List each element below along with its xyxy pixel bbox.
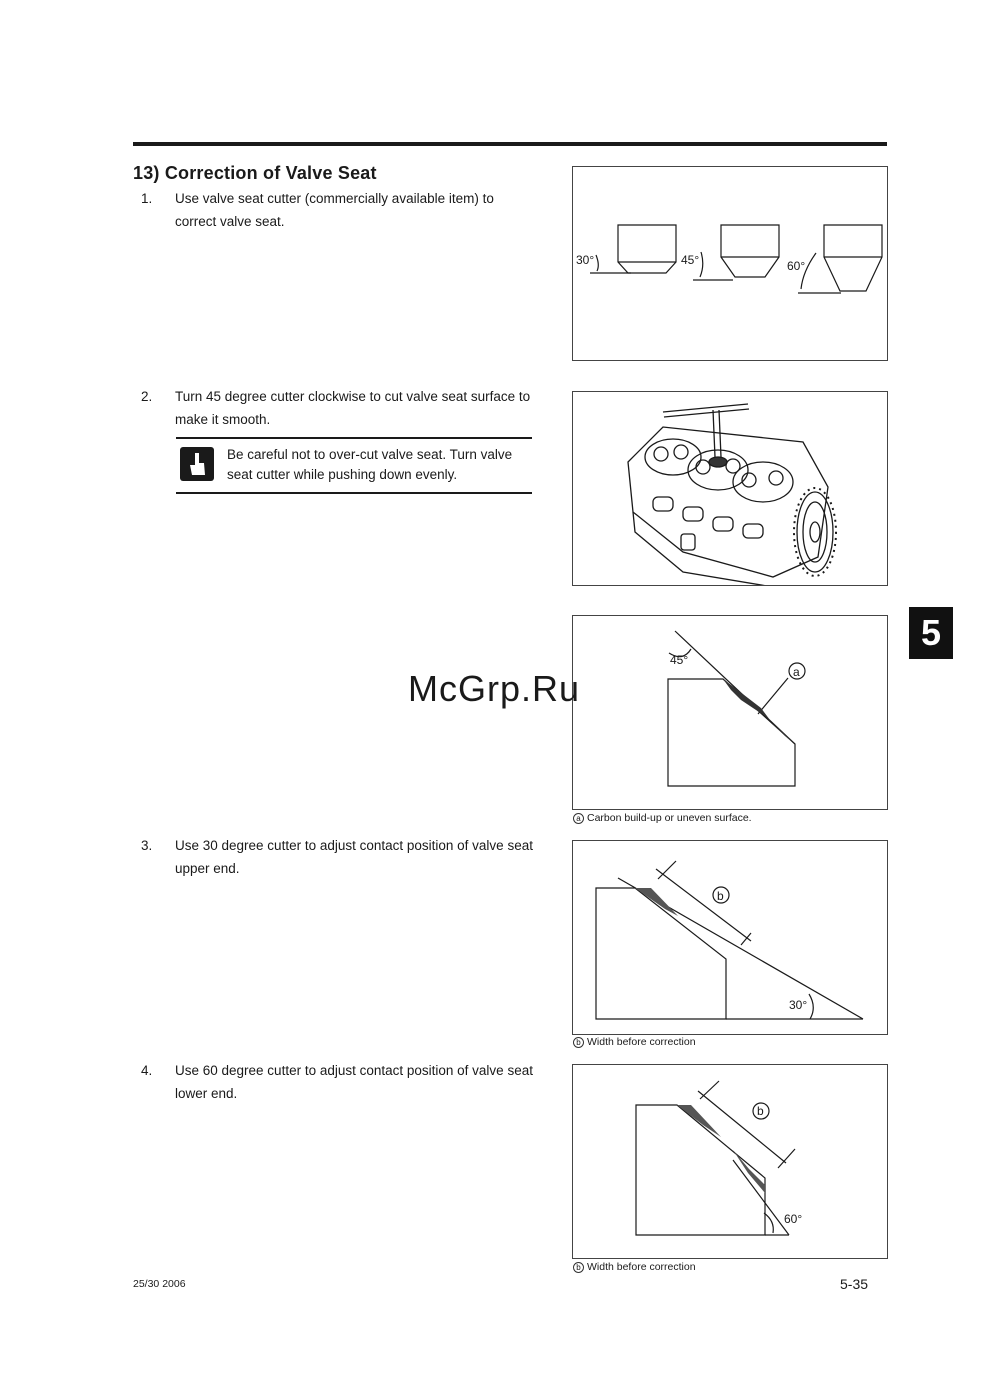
caption-text: Width before correction	[587, 1036, 696, 1048]
caption-text: Width before correction	[587, 1261, 696, 1273]
chapter-tab: 5	[909, 607, 953, 659]
figure-30-degree-cut	[572, 840, 888, 1035]
step-number: 1.	[141, 191, 153, 206]
figure-cylinder-head	[572, 391, 888, 586]
figure-45-degree-cut	[572, 615, 888, 810]
footer-model-year: 25/30 2006	[133, 1278, 186, 1290]
step-4	[141, 1059, 541, 1109]
angle-label-30: 30°	[576, 253, 595, 267]
step-text: Use 30 degree cutter to adjust contact position of valve seat upper end.	[175, 838, 533, 876]
angle-label: 60°	[784, 1212, 803, 1226]
angle-label-45: 45°	[681, 253, 700, 267]
watermark: McGrp.Ru	[408, 668, 581, 709]
caption-marker: b	[573, 1037, 584, 1048]
figure-caption-b	[573, 1036, 696, 1048]
section-title: 13) Correction of Valve Seat	[133, 163, 377, 183]
figure-caption-a	[573, 812, 752, 824]
caution-top-rule	[176, 437, 532, 439]
step-number: 4.	[141, 1063, 153, 1078]
step-text: Use 60 degree cutter to adjust contact position of valve seat lower end.	[175, 1063, 533, 1101]
step-1	[141, 187, 541, 237]
figure-60-degree-cut	[572, 1064, 888, 1259]
angle-label: 30°	[789, 998, 808, 1012]
figure-caption-b	[573, 1261, 696, 1273]
marker-b: b	[717, 889, 724, 903]
pointing-hand-icon	[180, 447, 214, 481]
caption-text: Carbon build-up or uneven surface.	[587, 812, 752, 824]
caution-bottom-rule	[176, 492, 532, 494]
angle-label: 45°	[670, 653, 689, 667]
caution-text: Be careful not to over-cut valve seat. Turn valve seat cutter while pushing down evenly.	[227, 447, 513, 482]
step-3	[141, 834, 541, 884]
step-2	[141, 385, 541, 435]
figure-cutter-angles	[572, 166, 888, 361]
step-text: Use valve seat cutter (commercially available item) to correct valve seat.	[175, 191, 494, 229]
caption-marker: b	[573, 1262, 584, 1273]
step-number: 3.	[141, 838, 153, 853]
caption-marker: a	[573, 813, 584, 824]
marker-b: b	[757, 1104, 764, 1118]
step-number: 2.	[141, 389, 153, 404]
page-number: 5-35	[840, 1276, 869, 1292]
step-text: Turn 45 degree cutter clockwise to cut valve seat surface to make it smooth.	[175, 389, 531, 427]
marker-a: a	[793, 665, 800, 679]
header-rule	[133, 142, 887, 146]
angle-label-60: 60°	[787, 259, 806, 273]
